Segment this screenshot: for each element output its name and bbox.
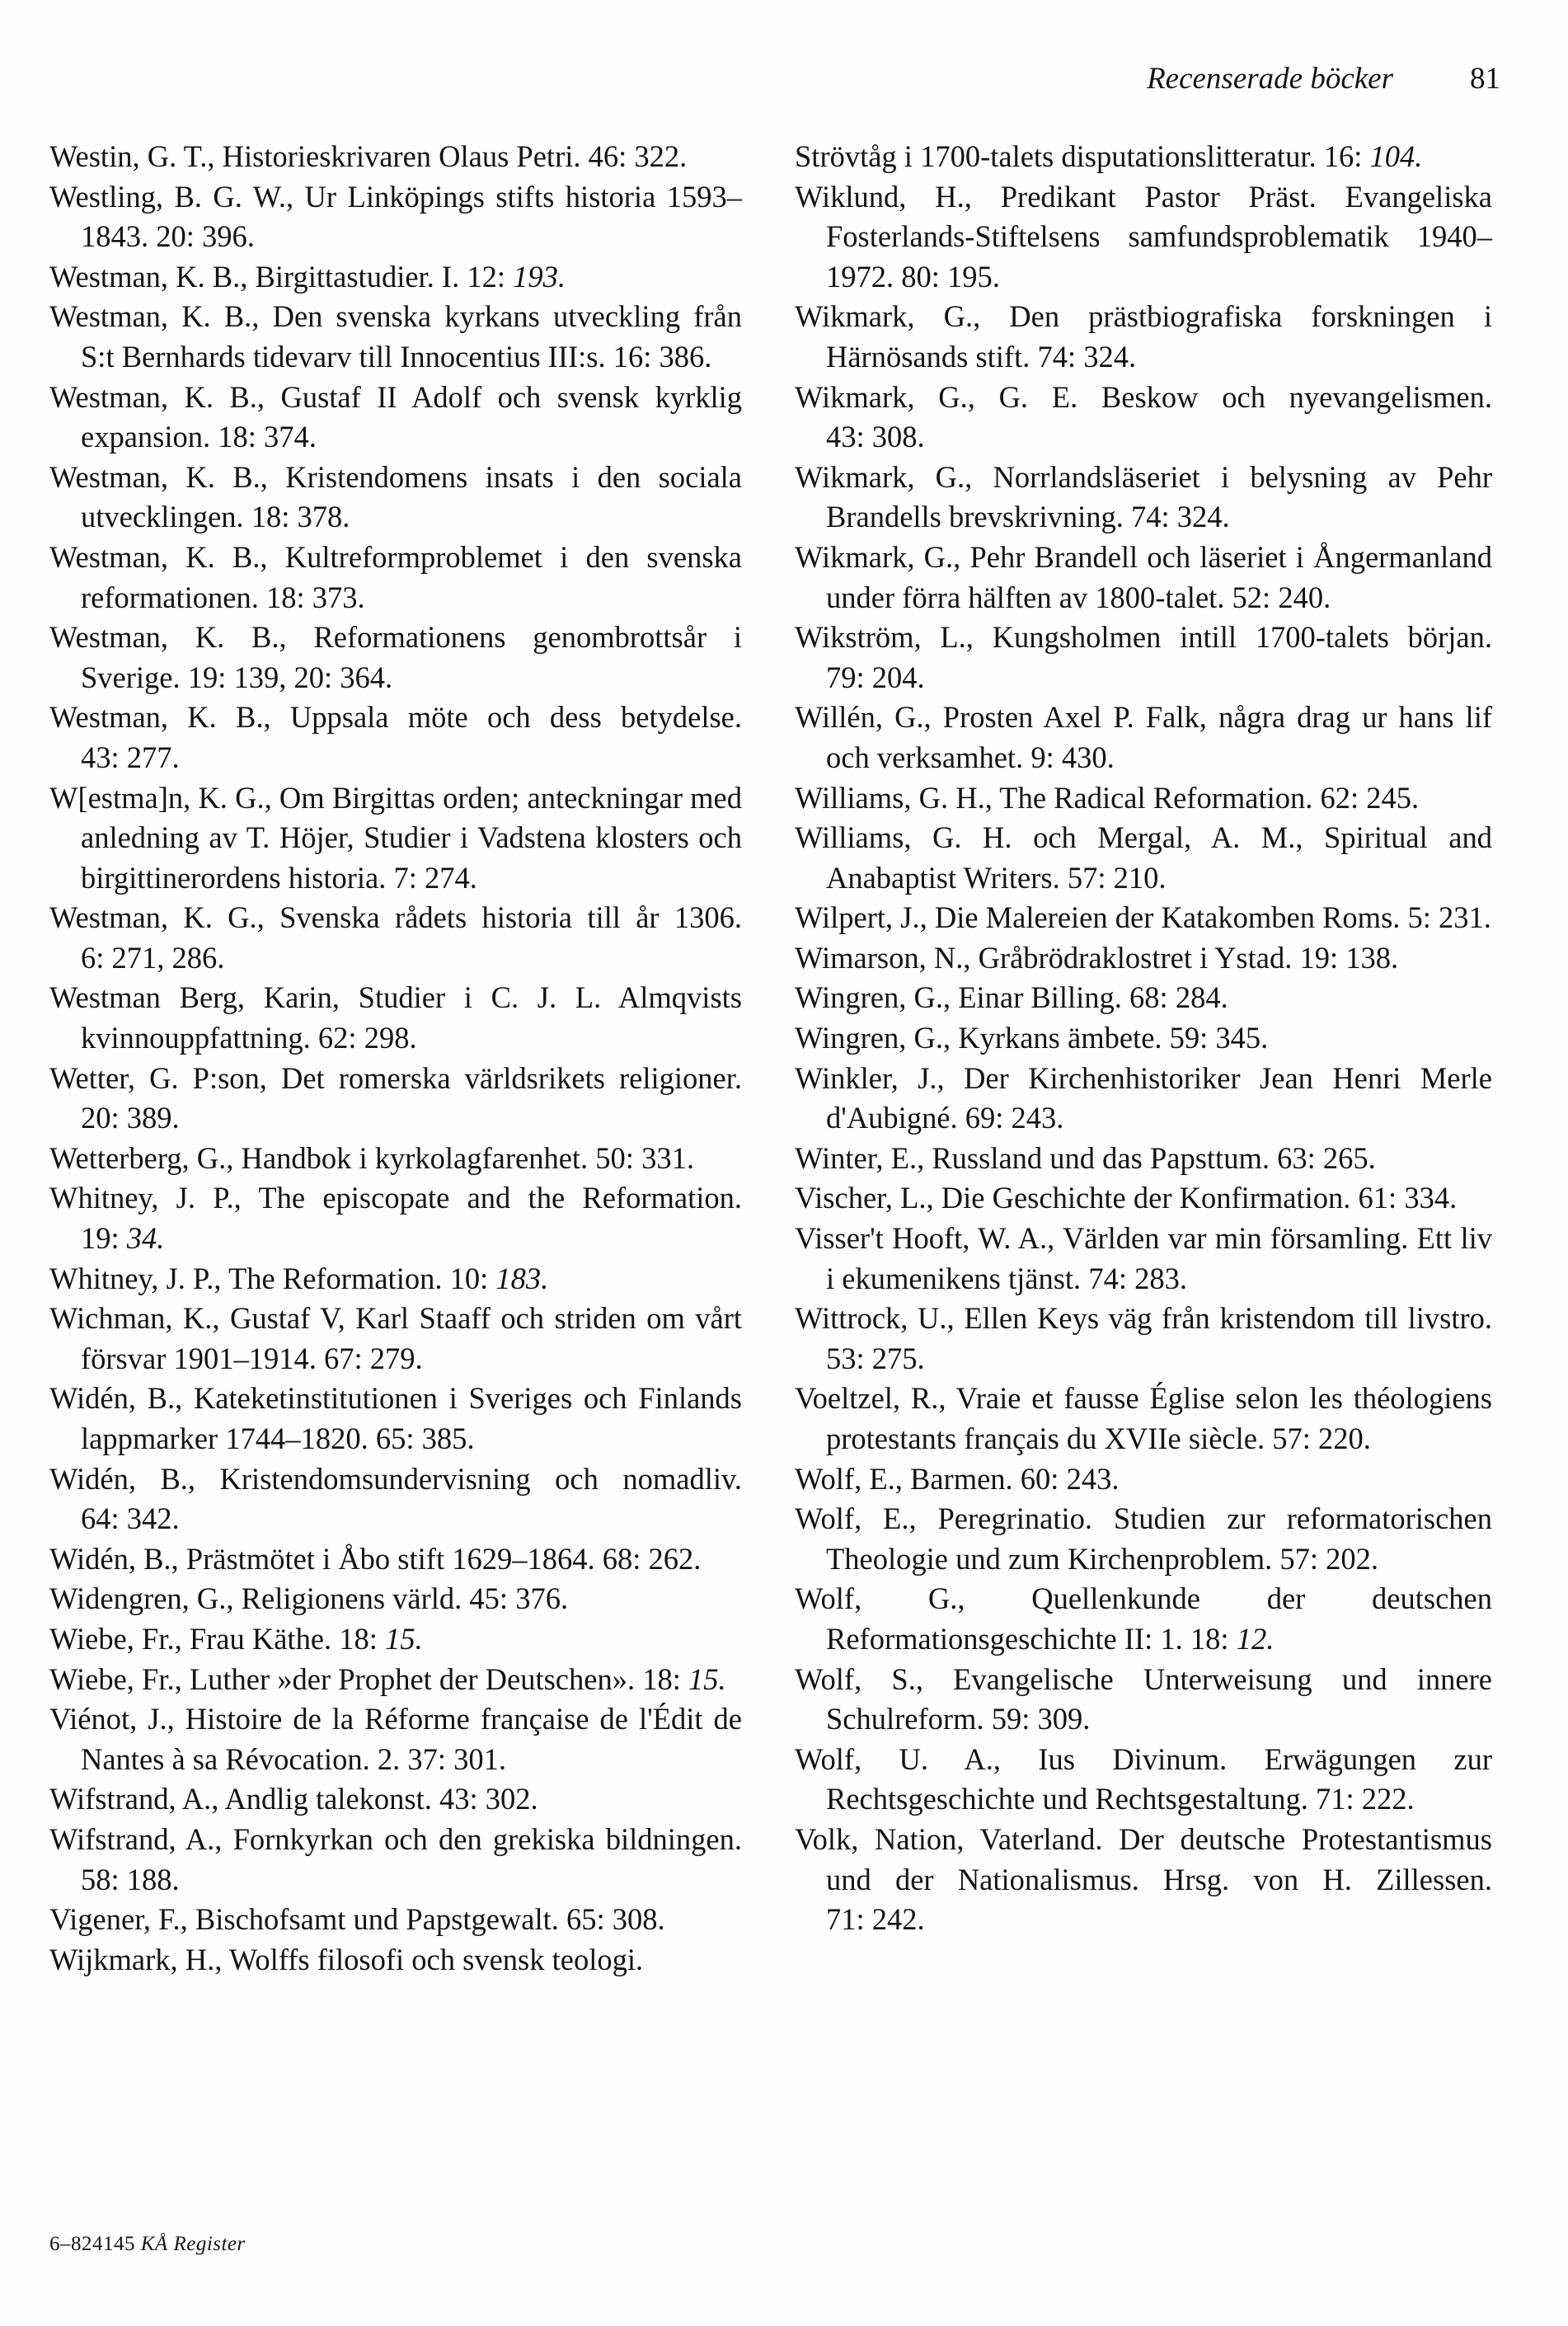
- entry-citation: [992, 1702, 1091, 1736]
- entry-title: Wittrock, U., Ellen Keys väg från kristendom till livstro.: [795, 1301, 1492, 1336]
- index-entry: [795, 1178, 1492, 1219]
- entry-title: Wijkmark, H., Wolffs filosofi och svensk teologi.: [49, 1942, 644, 1976]
- entry-citation: [251, 500, 350, 533]
- entry-title: Westman, K. B., Reformationens genombrottsår i Sverige.: [49, 620, 742, 694]
- citation-volume-page: 71: 242.: [826, 1902, 925, 1937]
- index-entry: [49, 1459, 742, 1539]
- page-footer: [49, 2233, 246, 2256]
- index-entry: [49, 1059, 742, 1139]
- index-entry: [795, 898, 1492, 938]
- entry-citation: [324, 1342, 423, 1375]
- citation-page-italic: 12.: [1236, 1621, 1275, 1656]
- entry-title: Wiebe, Fr., Luther »der Prophet der Deutschen».: [49, 1661, 636, 1696]
- citation-volume-page: 6: 271, 286.: [81, 940, 225, 975]
- citation-volume-page: 43: 277.: [81, 740, 180, 774]
- entry-title: Wifstrand, A., Fornkyrkan och den grekiska bildningen.: [49, 1821, 742, 1856]
- index-entry: [49, 1139, 742, 1179]
- index-entry: [795, 778, 1492, 819]
- entry-title: Whitney, J. P., The Reformation.: [49, 1261, 443, 1295]
- citation-volume-page: 53: 275.: [826, 1341, 925, 1375]
- entry-citation: [81, 1101, 180, 1135]
- entry-citation: [1129, 980, 1228, 1014]
- index-entry: [795, 1219, 1492, 1299]
- entry-title: Wikström, L., Kungsholmen intill 1700-talets början.: [795, 620, 1492, 655]
- signature-code: 6–824145: [49, 2233, 135, 2255]
- index-entry: [795, 1299, 1492, 1379]
- signature-title: KÅ Register: [140, 2233, 246, 2255]
- index-entry: [49, 1579, 742, 1619]
- index-entry: [49, 538, 742, 618]
- entry-citation: [156, 219, 255, 253]
- page-number: 81: [1470, 62, 1500, 96]
- entry-title: Wingren, G., Einar Billing.: [795, 980, 1122, 1015]
- index-entry: [795, 618, 1492, 698]
- entry-title: Strövtåg i 1700-talets disputationslitteratur.: [795, 139, 1317, 173]
- running-head: Recenserade böcker: [1147, 62, 1393, 96]
- citation-volume-page: 10:: [449, 1261, 496, 1295]
- citation-volume-page: 9: 430.: [1030, 740, 1115, 774]
- entry-citation: [1272, 1421, 1371, 1455]
- citation-volume-page: 16: 386.: [613, 339, 712, 374]
- citation-volume-page: 79: 204.: [826, 660, 925, 694]
- entry-citation: [1277, 1141, 1376, 1175]
- entry-citation: [266, 580, 365, 614]
- entry-title: Wikmark, G., Pehr Brandell och läseriet i Ångermanland under förra hälften av 1800-talet.: [795, 539, 1492, 614]
- citation-volume-page: 37: 301.: [407, 1741, 506, 1776]
- entry-citation: [613, 340, 712, 374]
- entry-title: Westman, K. B., Kultreformproblemet i den svenska reformationen.: [49, 539, 742, 614]
- index-entry: [795, 978, 1492, 1018]
- entry-title: Wolf, E., Barmen.: [795, 1461, 1013, 1496]
- citation-volume-page: 19: 139, 20: 364.: [187, 660, 393, 694]
- index-entry: [795, 1660, 1492, 1740]
- entry-citation: [1321, 781, 1420, 815]
- citation-volume-page: 62: 245.: [1320, 780, 1420, 815]
- entry-title: Widén, B., Kateketinstitutionen i Sveriges och Finlands lappmarker 1744–1820.: [49, 1381, 742, 1455]
- citation-volume-page: 61: 334.: [1358, 1181, 1458, 1215]
- entry-citation: [81, 740, 180, 774]
- entry-citation: [1030, 740, 1114, 774]
- entry-title: Westman, K. B., Uppsala möte och dess betydelse.: [49, 700, 742, 735]
- citation-volume-page: 43: 302.: [439, 1782, 538, 1816]
- citation-page-italic: 183.: [495, 1261, 549, 1295]
- entry-title: Wikmark, G., Norrlandsläseriet i belysning av Pehr Brandells brevskrivning.: [795, 459, 1492, 534]
- entry-citation: [1316, 1782, 1415, 1816]
- index-entry: [49, 297, 742, 377]
- citation-volume-page: 46: 322.: [588, 139, 688, 173]
- entry-citation: [1232, 580, 1331, 614]
- entry-title: Wikmark, G., G. E. Beskow och nyevangelismen.: [795, 379, 1492, 414]
- citation-volume-page: 43: 308.: [826, 420, 925, 454]
- index-entry: [795, 698, 1492, 778]
- entry-title: Wetter, G. P:son, Det romerska världsrikets religioner.: [49, 1060, 742, 1095]
- entry-title: Wilpert, J., Die Malereien der Katakomben Roms.: [795, 900, 1401, 935]
- citation-volume-page: 65: 308.: [566, 1902, 665, 1937]
- citation-volume-page: 57: 210.: [1067, 860, 1167, 895]
- citation-volume-page: 65: 385.: [375, 1421, 475, 1455]
- entry-citation: [339, 1622, 422, 1656]
- citation-volume-page: 52: 240.: [1232, 580, 1331, 614]
- entry-title: Winter, E., Russland und das Papsttum.: [795, 1140, 1270, 1175]
- entry-title: Visser't Hooft, W. A., Världen var min församling. Ett liv i ekumenikens tjänst.: [795, 1221, 1492, 1295]
- entry-title: Westling, B. G. W., Ur Linköpings stifts historia 1593–1843.: [49, 179, 742, 254]
- entry-title: Wetterberg, G., Handbok i kyrkolagfarenhet.: [49, 1140, 589, 1175]
- entry-title: W[estma]n, K. G., Om Birgittas orden; anteckningar med anledning av T. Höjer, Studier i Vadstena klosters och birgittinerordens historia.: [49, 780, 742, 895]
- index-entry: [49, 1779, 742, 1820]
- citation-volume-page: 45: 376.: [469, 1581, 569, 1616]
- entry-citation: [1408, 900, 1491, 934]
- citation-volume-page: 59: 309.: [991, 1702, 1091, 1736]
- citation-volume-page: 74: 324.: [1037, 339, 1137, 374]
- entry-citation: [1324, 139, 1423, 173]
- entry-citation: [1088, 1262, 1187, 1295]
- citation-volume-page: 67: 279.: [324, 1341, 423, 1375]
- citation-volume-page: 19: 138.: [1299, 940, 1399, 975]
- citation-volume-page: 12:: [467, 259, 514, 294]
- index-entry: [49, 378, 742, 458]
- entry-citation: [218, 420, 317, 453]
- index-entry: [795, 538, 1492, 618]
- entry-title: Wimarson, N., Gråbrödraklostret i Ystad.: [795, 940, 1293, 975]
- entry-title: Wikmark, G., Den prästbiografiska forskningen i Härnösands stift.: [795, 299, 1492, 374]
- citation-volume-page: 20: 396.: [156, 219, 255, 254]
- entry-citation: [469, 1581, 568, 1615]
- entry-title: Volk, Nation, Vaterland. Der deutsche Protestantismus und der Nationalismus. Hrsg. von H. Zillessen.: [795, 1821, 1492, 1896]
- index-entry: [795, 1499, 1492, 1579]
- entry-title: Wingren, G., Kyrkans ämbete.: [795, 1021, 1162, 1055]
- index-entry: [795, 458, 1492, 538]
- entry-title: Wolf, G., Quellenkunde der deutschen Reformationsgeschichte II: 1.: [795, 1581, 1492, 1656]
- entry-citation: [393, 861, 477, 895]
- citation-volume-page: 57: 220.: [1272, 1421, 1371, 1455]
- entry-title: Westman Berg, Karin, Studier i C. J. L. Almqvists kvinnouppfattning.: [49, 980, 742, 1055]
- entry-citation: [450, 1262, 549, 1295]
- citation-volume-page: 18:: [642, 1661, 688, 1696]
- entry-title: Wolf, U. A., Ius Divinum. Erwägungen zur Rechtsgeschichte und Rechtsgestaltung.: [795, 1741, 1492, 1816]
- citation-volume-page: 57: 202.: [1279, 1541, 1379, 1576]
- entry-citation: [376, 1421, 475, 1455]
- citation-volume-page: 60: 243.: [1020, 1461, 1120, 1496]
- index-entry: [49, 1299, 742, 1379]
- left-column: [49, 137, 742, 1980]
- entry-title: Wiklund, H., Predikant Pastor Präst. Evangeliska Fosterlands-Stiftelsens samfundsproblematik 1940–1972.: [795, 179, 1492, 294]
- citation-volume-page: 5: 231.: [1407, 900, 1491, 935]
- citation-page-italic: 193.: [513, 259, 566, 294]
- entry-citation: [188, 660, 392, 694]
- entry-title: Vischer, L., Die Geschichte der Konfirmation.: [795, 1181, 1351, 1215]
- citation-volume-page: 71: 222.: [1316, 1782, 1415, 1816]
- entry-title: Willén, G., Prosten Axel P. Falk, några drag ur hans lif och verksamhet.: [795, 700, 1492, 774]
- index-entry: [49, 698, 742, 778]
- index-entry: [49, 898, 742, 978]
- entry-title: Westman, K. B., Den svenska kyrkans utveckling från S:t Bernhards tidevarv till Innocentius III:s.: [49, 299, 742, 374]
- entry-title: Wiebe, Fr., Frau Käthe.: [49, 1621, 332, 1656]
- entry-title: Westman, K. B., Birgittastudier. I.: [49, 259, 460, 294]
- citation-page-italic: 104.: [1369, 139, 1423, 173]
- citation-volume-page: 80: 195.: [901, 259, 1000, 294]
- citation-page-italic: 15.: [688, 1661, 726, 1696]
- index-entry: [795, 1018, 1492, 1059]
- citation-volume-page: 18: 378.: [251, 500, 350, 534]
- entry-citation: [826, 420, 925, 453]
- citation-volume-page: 64: 342.: [81, 1501, 180, 1536]
- index-entry: [795, 378, 1492, 458]
- citation-volume-page: 20: 389.: [81, 1101, 180, 1135]
- entry-citation: [81, 1863, 180, 1896]
- entry-citation: [1359, 1181, 1458, 1215]
- entry-title: Wolf, E., Peregrinatio. Studien zur reformatorischen Theologie und zum Kirchenproblem.: [795, 1501, 1492, 1576]
- index-entry: [49, 1820, 742, 1900]
- entry-citation: [1170, 1021, 1269, 1055]
- citation-volume-page: 19:: [81, 1221, 127, 1256]
- entry-title: Westin, G. T., Historieskrivaren Olaus Petri.: [49, 139, 581, 173]
- entry-citation: [965, 1101, 1064, 1135]
- citation-volume-page: 69: 243.: [965, 1101, 1064, 1135]
- index-entry: [795, 938, 1492, 979]
- entry-title: Wolf, S., Evangelische Unterweisung und innere Schulreform.: [795, 1661, 1492, 1736]
- citation-volume-page: 18: 373.: [266, 580, 365, 614]
- citation-page-italic: 15.: [385, 1621, 423, 1656]
- index-entry: [795, 1059, 1492, 1139]
- entry-title: Widengren, G., Religionens värld.: [49, 1581, 462, 1616]
- citation-volume-page: 18: 374.: [218, 420, 317, 454]
- entry-citation: [595, 1141, 694, 1175]
- entry-citation: [467, 260, 566, 294]
- citation-volume-page: 50: 331.: [595, 1140, 694, 1175]
- right-column: [795, 137, 1492, 1940]
- index-entry: [795, 1740, 1492, 1820]
- index-entry: [49, 1940, 742, 1981]
- index-entry: [795, 1139, 1492, 1179]
- index-entry: [795, 818, 1492, 898]
- index-entry: [49, 978, 742, 1058]
- citation-volume-page: 18:: [339, 1621, 386, 1656]
- citation-volume-page: 16:: [1323, 139, 1370, 173]
- index-entry: [49, 1619, 742, 1660]
- index-entry: [795, 1820, 1492, 1940]
- citation-volume-page: 68: 262.: [602, 1541, 702, 1576]
- entry-title: Vigener, F., Bischofsamt und Papstgewalt.: [49, 1902, 559, 1937]
- entry-citation: [901, 260, 1000, 294]
- entry-title: Williams, G. H., The Radical Reformation.: [795, 780, 1313, 815]
- entry-title: Voeltzel, R., Vraie et fausse Église selon les théologiens protestants français du XVIIe siècle.: [795, 1381, 1492, 1455]
- entry-title: Westman, K. B., Kristendomens insats i den sociala utvecklingen.: [49, 459, 742, 534]
- index-entry: [49, 137, 742, 177]
- entry-citation: [642, 1662, 725, 1696]
- entry-citation: [81, 941, 224, 975]
- entry-citation: [81, 1221, 164, 1255]
- index-entry: [49, 1660, 742, 1700]
- entry-citation: [826, 1902, 925, 1936]
- index-entry: [49, 1900, 742, 1940]
- entry-citation: [439, 1782, 538, 1816]
- citation-volume-page: 63: 265.: [1277, 1140, 1376, 1175]
- citation-volume-page: 74: 324.: [1131, 500, 1230, 534]
- entry-citation: [1299, 941, 1398, 975]
- entry-title: Williams, G. H. och Mergal, A. M., Spiritual and Anabaptist Writers.: [795, 820, 1492, 895]
- citation-volume-page: 62: 298.: [317, 1021, 417, 1055]
- entry-citation: [826, 660, 925, 694]
- entry-title: Westman, K. G., Svenska rådets historia till år 1306.: [49, 900, 742, 935]
- entry-citation: [826, 1342, 925, 1375]
- entry-title: Wifstrand, A., Andlig talekonst.: [49, 1782, 432, 1816]
- entry-title: Winkler, J., Der Kirchenhistoriker Jean Henri Merle d'Aubigné.: [795, 1060, 1492, 1135]
- entry-citation: [407, 1742, 506, 1776]
- entry-citation: [589, 139, 688, 173]
- entry-citation: [1068, 861, 1167, 895]
- index-entry: [795, 1579, 1492, 1659]
- citation-volume-page: 18:: [1190, 1621, 1237, 1656]
- index-entry: [49, 1379, 742, 1459]
- entry-citation: [81, 1501, 180, 1535]
- index-entry: [49, 1699, 742, 1779]
- citation-volume-page: 74: 283.: [1088, 1261, 1187, 1295]
- index-entry: [49, 618, 742, 698]
- index-entry: [49, 1178, 742, 1258]
- index-entry: [49, 778, 742, 899]
- index-entry: [49, 458, 742, 538]
- citation-volume-page: 59: 345.: [1169, 1021, 1269, 1055]
- index-entry: [49, 257, 742, 298]
- index-entry: [49, 1259, 742, 1299]
- entry-title: Viénot, J., Histoire de la Réforme française de l'Édit de Nantes à sa Révocation. 2.: [49, 1702, 742, 1776]
- index-entry: [49, 177, 742, 257]
- page-header: [0, 61, 1500, 96]
- entry-citation: [1131, 500, 1230, 533]
- entry-citation: [1279, 1542, 1378, 1576]
- entry-title: Wichman, K., Gustaf V, Karl Staaff och striden om vårt försvar 1901–1914.: [49, 1301, 742, 1375]
- entry-title: Widén, B., Kristendomsundervisning och nomadliv.: [49, 1461, 742, 1496]
- citation-page-italic: 34.: [126, 1221, 165, 1256]
- entry-citation: [566, 1902, 665, 1936]
- index-entry: [795, 1459, 1492, 1500]
- index-entry: [795, 297, 1492, 377]
- citation-volume-page: 68: 284.: [1129, 980, 1228, 1015]
- entry-citation: [1021, 1462, 1120, 1496]
- entry-citation: [318, 1021, 417, 1055]
- citation-volume-page: 7: 274.: [393, 860, 477, 895]
- index-entry: [49, 1539, 742, 1580]
- entry-citation: [603, 1542, 702, 1576]
- citation-volume-page: 58: 188.: [81, 1862, 180, 1896]
- entry-title: Westman, K. B., Gustaf II Adolf och svensk kyrklig expansion.: [49, 379, 742, 454]
- entry-title: Whitney, J. P., The episcopate and the Reformation.: [49, 1181, 742, 1215]
- index-entry: [795, 137, 1492, 177]
- index-entry: [795, 177, 1492, 298]
- entry-citation: [1037, 340, 1136, 374]
- index-entry: [795, 1379, 1492, 1459]
- entry-citation: [1190, 1622, 1274, 1656]
- entry-title: Widén, B., Prästmötet i Åbo stift 1629–1864.: [49, 1541, 595, 1576]
